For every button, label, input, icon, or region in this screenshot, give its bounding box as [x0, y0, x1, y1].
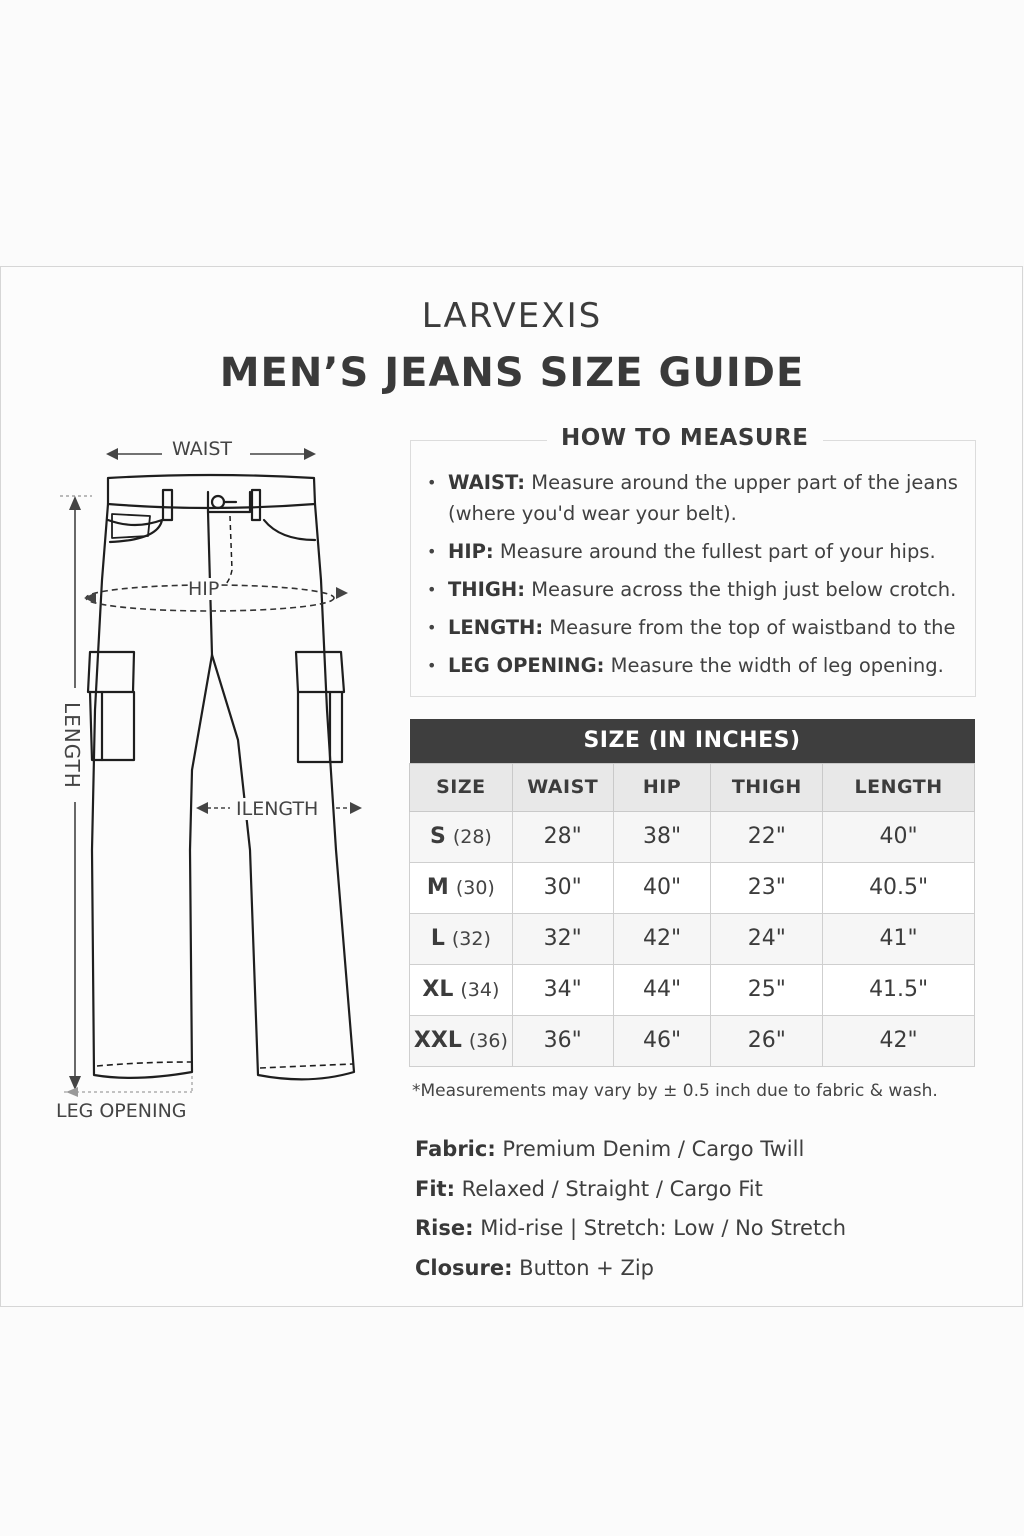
- size-letter: XL: [422, 977, 454, 1002]
- spec-label: Closure:: [415, 1255, 513, 1280]
- thigh-cell: 24": [711, 913, 823, 964]
- instruction-waist: [427, 467, 967, 529]
- size-letter: M: [426, 875, 449, 900]
- instruction-term: THIGH:: [448, 578, 526, 601]
- table-caption: SIZE (IN INCHES): [410, 719, 975, 763]
- instruction-leg-opening: [427, 650, 967, 681]
- instruction-term: LEG OPENING:: [448, 654, 605, 677]
- hip-cell: 46": [613, 1015, 711, 1066]
- waist-cell: 30": [512, 862, 613, 913]
- column-header-waist: WAIST: [512, 763, 613, 811]
- cargo-jeans-illustration: [40, 430, 380, 1130]
- waist-cell: 28": [512, 811, 613, 862]
- leg-opening-label: LEG OPENING: [56, 1100, 187, 1122]
- instruction-text: Measure from the top of waistband to the: [543, 616, 956, 639]
- size-cell: [410, 862, 513, 913]
- size-letter: L: [430, 926, 445, 951]
- instruction-text: Measure the width of leg opening.: [604, 654, 944, 677]
- instruction-length: [427, 612, 967, 643]
- thigh-cell: 23": [711, 862, 823, 913]
- column-header-length: LENGTH: [823, 763, 975, 811]
- instruction-text: Measure across the thigh just below crotch.: [525, 578, 957, 601]
- table-row: [410, 811, 975, 862]
- size-cell: [410, 811, 513, 862]
- brand-name: LARVEXIS: [421, 296, 603, 336]
- table-row: [410, 913, 975, 964]
- instruction-term: LENGTH:: [448, 616, 544, 639]
- spec-label: Fit:: [415, 1176, 455, 1201]
- size-number: (34): [460, 979, 500, 1001]
- jeans-diagram: [40, 430, 380, 1130]
- spec-fabric: [415, 1130, 846, 1170]
- instruction-text: Measure around the upper part of the jeans (where you'd wear your belt).: [448, 471, 958, 525]
- thigh-cell: 26": [711, 1015, 823, 1066]
- spec-rise: [415, 1209, 846, 1249]
- hip-cell: 42": [613, 913, 711, 964]
- waist-cell: 36": [512, 1015, 613, 1066]
- size-number: (30): [455, 877, 495, 899]
- how-to-measure-title: HOW TO MEASURE: [547, 425, 823, 451]
- how-to-measure-box: [410, 425, 976, 697]
- table-row: [410, 862, 975, 913]
- length-cell: 42": [823, 1015, 975, 1066]
- waist-label: WAIST: [172, 438, 233, 460]
- spec-value: Mid-rise | Stretch: Low / No Stretch: [473, 1216, 847, 1240]
- measure-instructions-list: [427, 467, 967, 688]
- spec-fit: [415, 1170, 846, 1210]
- length-cell: 40": [823, 811, 975, 862]
- instruction-thigh: [427, 574, 967, 605]
- spec-value: Button + Zip: [512, 1255, 654, 1280]
- column-header-thigh: THIGH: [711, 763, 823, 811]
- measurement-note: *Measurements may vary by ± 0.5 inch due to fabric & wash.: [412, 1081, 938, 1101]
- size-number: (28): [452, 826, 492, 848]
- table-header-row: [410, 763, 975, 811]
- hip-cell: 44": [613, 964, 711, 1015]
- thigh-cell: 25": [711, 964, 823, 1015]
- product-specs: [415, 1130, 846, 1288]
- hip-cell: 40": [613, 862, 711, 913]
- column-header-size: SIZE: [410, 763, 513, 811]
- size-number: (32): [451, 928, 491, 950]
- spec-value: Premium Denim / Cargo Twill: [495, 1137, 805, 1161]
- length-cell: 41.5": [823, 964, 975, 1015]
- table-row: [410, 1015, 975, 1066]
- spec-closure: [415, 1249, 846, 1289]
- table-row: [410, 964, 975, 1015]
- instruction-hip: [427, 536, 967, 567]
- size-cell: [410, 913, 513, 964]
- length-cell: 41": [823, 913, 975, 964]
- size-cell: [410, 964, 513, 1015]
- thigh-cell: 22": [711, 811, 823, 862]
- waist-cell: 32": [512, 913, 613, 964]
- page-title: MEN’S JEANS SIZE GUIDE: [219, 350, 805, 396]
- size-letter: S: [429, 824, 446, 849]
- waist-cell: 34": [512, 964, 613, 1015]
- instruction-text: Measure around the fullest part of your hips.: [493, 540, 936, 563]
- instruction-term: WAIST:: [448, 471, 526, 494]
- instruction-term: HIP:: [448, 540, 494, 563]
- hip-cell: 38": [613, 811, 711, 862]
- size-number: (36): [468, 1030, 508, 1052]
- spec-label: Rise:: [415, 1216, 474, 1240]
- length-vertical-label: LENGTH: [60, 702, 84, 789]
- size-letter: XXL: [413, 1028, 462, 1053]
- spec-value: Relaxed / Straight / Cargo Fit: [454, 1176, 763, 1201]
- hip-label: HIP: [188, 578, 220, 600]
- size-cell: [410, 1015, 513, 1066]
- spec-label: Fabric:: [415, 1137, 496, 1161]
- inner-length-label: ILENGTH: [236, 798, 319, 820]
- length-cell: 40.5": [823, 862, 975, 913]
- column-header-hip: HIP: [613, 763, 711, 811]
- size-chart-table: [409, 719, 975, 1067]
